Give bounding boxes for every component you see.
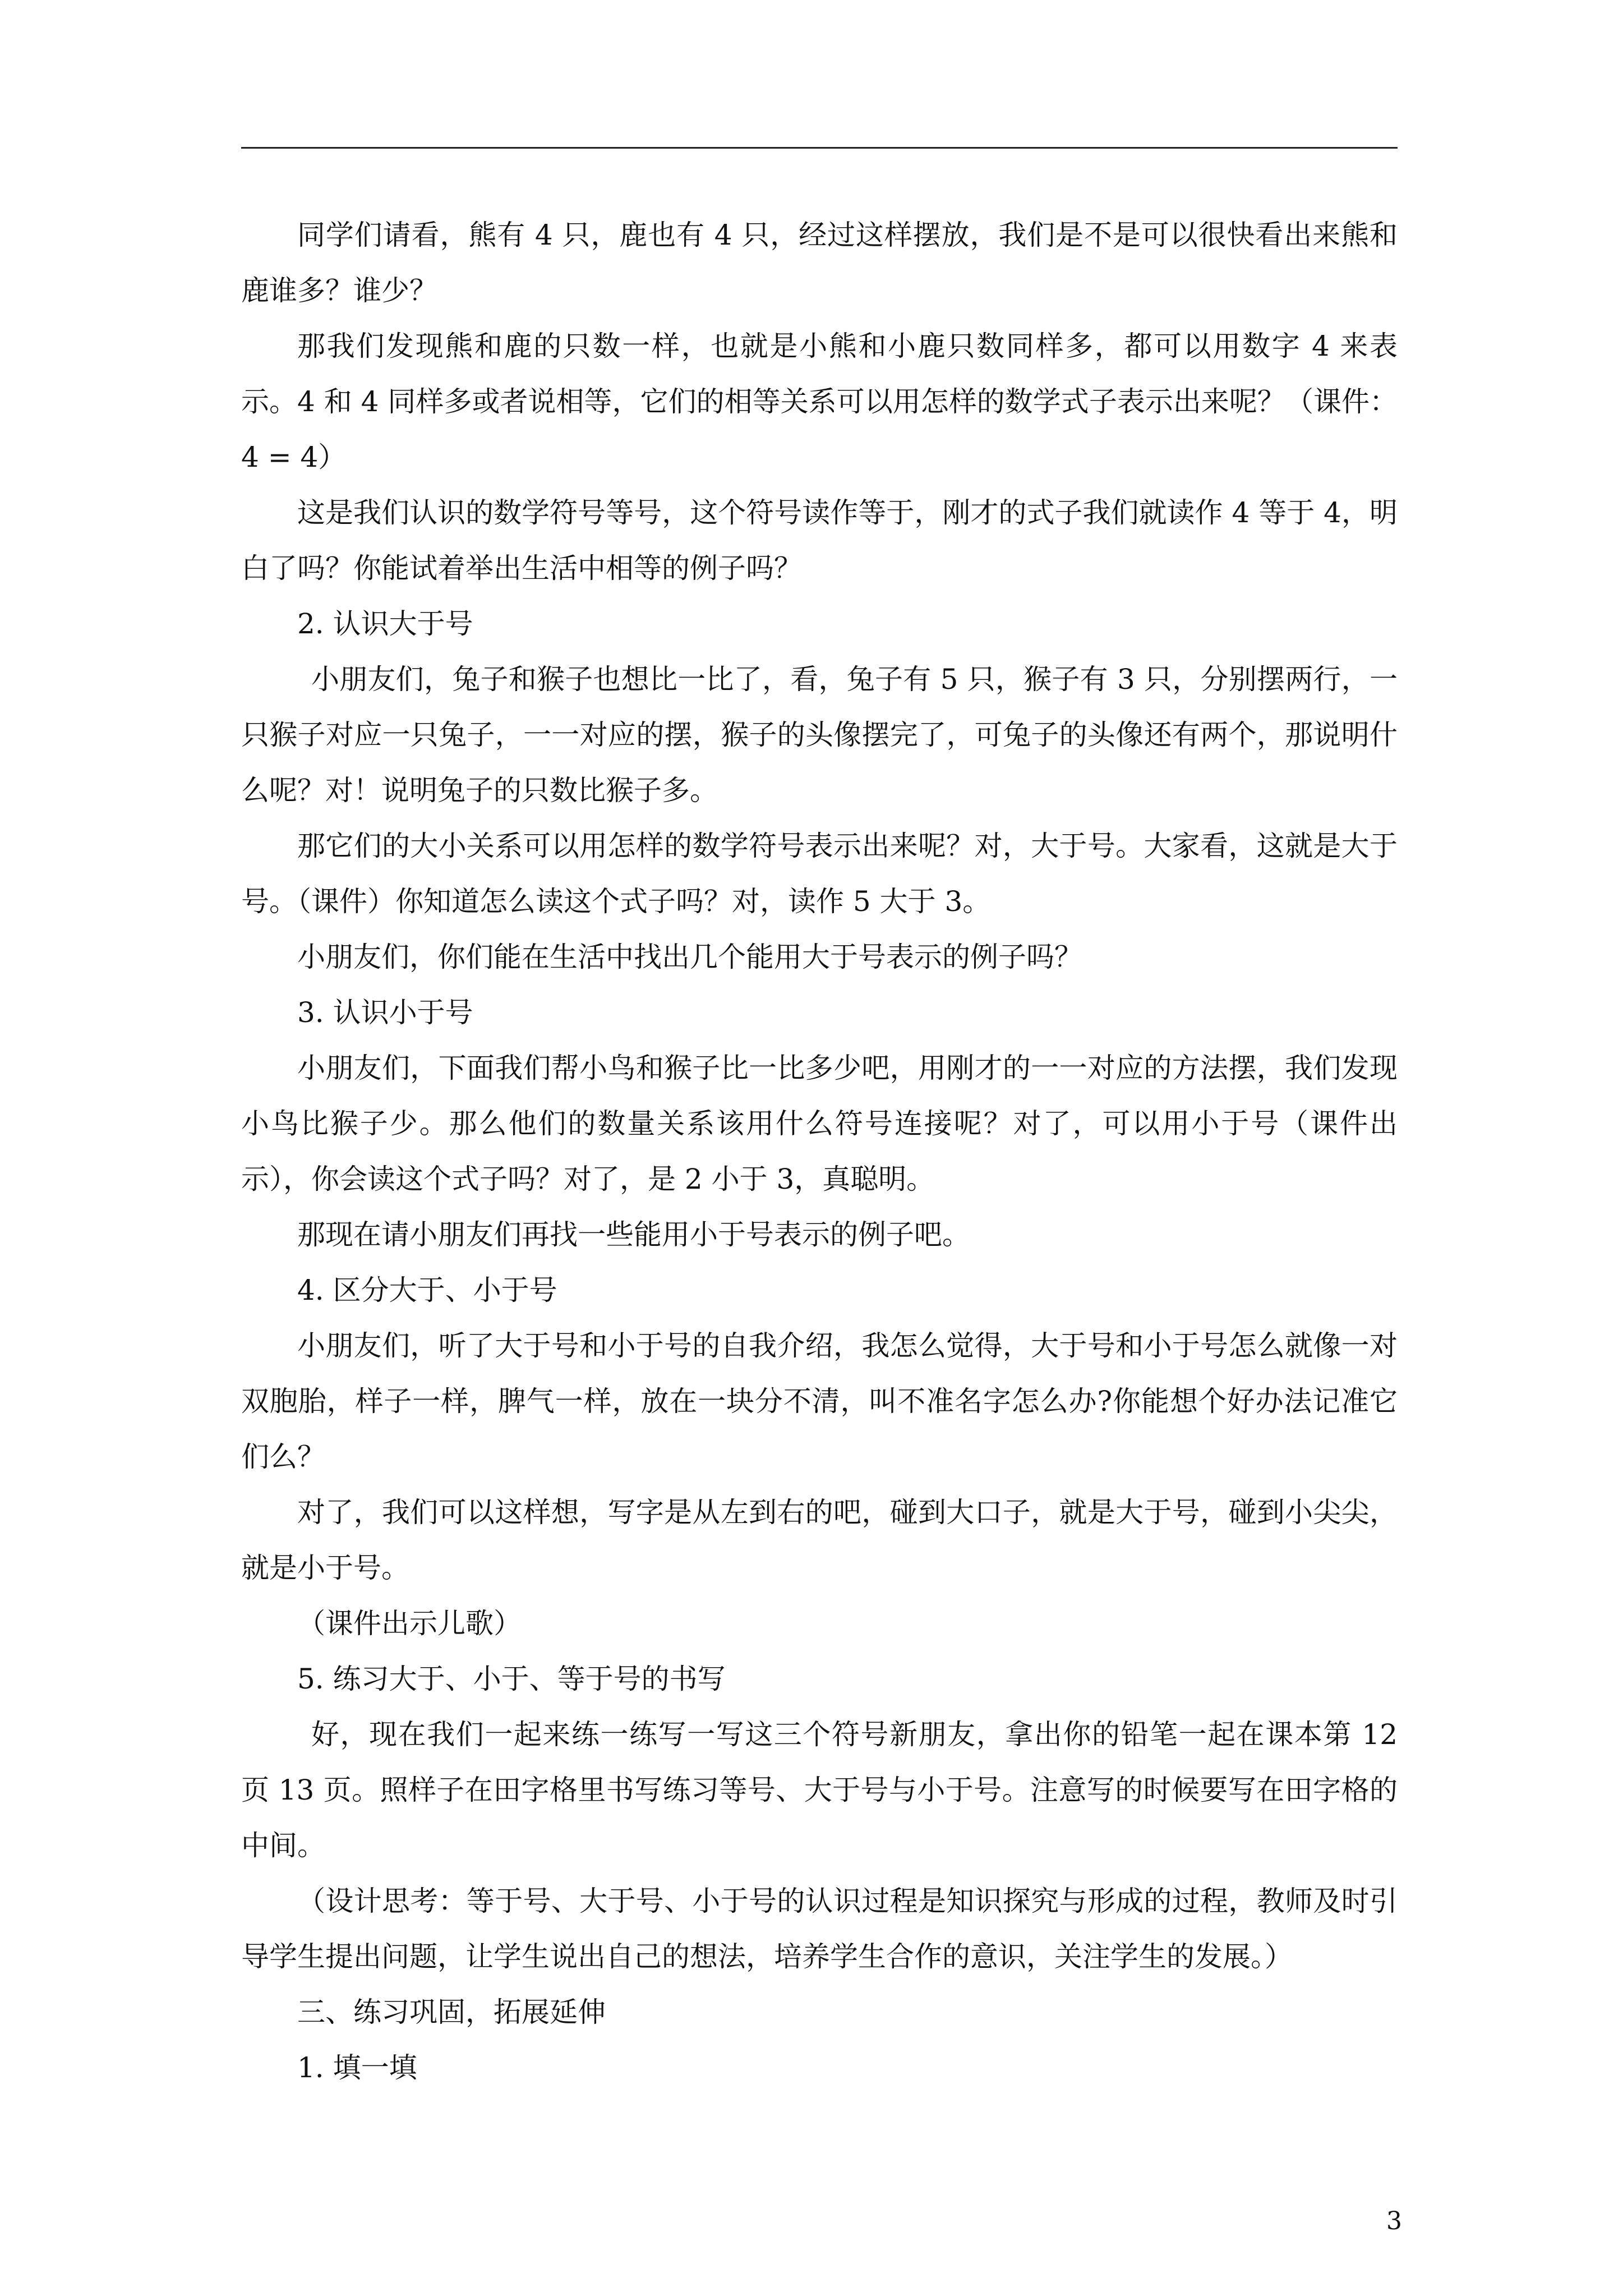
heading-less-than: 3. 认识小于号: [297, 996, 473, 1029]
paragraph-bear-deer: 同学们请看，熊有 4 只，鹿也有 4 只，经过这样摆放，我们是不是可以很快看出来熊和鹿谁多？谁少？: [241, 219, 1398, 307]
heading-greater-than: 2. 认识大于号: [297, 608, 473, 640]
paragraph-equal-sign: 这是我们认识的数学符号等号，这个符号读作等于，刚才的式子我们就读作 4 等于 4，明白了吗？你能试着举出生活中相等的例子吗？: [241, 496, 1398, 585]
paragraph-equal-relation: 那我们发现熊和鹿的只数一样，也就是小熊和小鹿只数同样多，都可以用数字 4 来表示。4 和 4 同样多或者说相等，它们的相等关系可以用怎样的数学式子表示出来呢？（课件：4 = 4）: [241, 330, 1398, 473]
paragraph-twins: 小朋友们，听了大于号和小于号的自我介绍，我怎么觉得，大于号和小于号怎么就像一对双胞胎，样子一样，脾气一样，放在一块分不清，叫不准名字怎么办?你能想个好办法记准它们么？: [241, 1329, 1398, 1473]
paragraph-writing: 好，现在我们一起来练一练写一写这三个符号新朋友，拿出你的铅笔一起在课本第 12 页 13 页。照样子在田字格里书写练习等号、大于号与小于号。注意写的时候要写在田字格的中间。: [241, 1718, 1398, 1862]
paragraph-song: （课件出示儿歌）: [297, 1607, 522, 1640]
paragraph-design-thinking: （设计思考：等于号、大于号、小于号的认识过程是知识探究与形成的过程，教师及时引导学生提出问题，让学生说出自己的想法，培养学生合作的意识，关注学生的发展。）: [241, 1885, 1398, 1973]
heading-distinguish: 4. 区分大于、小于号: [297, 1274, 557, 1306]
paragraph-bird-monkey: 小朋友们，下面我们帮小鸟和猴子比一比多少吧，用刚才的一一对应的方法摆，我们发现小鸟比猴子少。那么他们的数量关系该用什么符号连接呢？对了，可以用小于号（课件出示），你会读这个式子吗？对了，是 2 小于 3，真聪明。: [241, 1052, 1398, 1195]
heading-writing-practice: 5. 练习大于、小于、等于号的书写: [297, 1663, 726, 1695]
document-body: [241, 208, 1398, 2096]
paragraph-greater-examples: 小朋友们，你们能在生活中找出几个能用大于号表示的例子吗？: [297, 941, 1082, 973]
paragraph-mnemonic: 对了，我们可以这样想，写字是从左到右的吧，碰到大口子，就是大于号，碰到小尖尖，就是小于号。: [241, 1496, 1398, 1584]
paragraph-rabbit-monkey: 小朋友们，兔子和猴子也想比一比了，看，兔子有 5 只，猴子有 3 只，分别摆两行，一只猴子对应一只兔子，一一对应的摆，猴子的头像摆完了，可兔子的头像还有两个，那说明什么呢？对！说明兔子的只数比猴子多。: [241, 663, 1398, 807]
header-rule: [241, 147, 1398, 149]
heading-fill-in: 1. 填一填: [297, 2051, 417, 2084]
paragraph-less-examples: 那现在请小朋友们再找一些能用小于号表示的例子吧。: [297, 1218, 970, 1251]
paragraph-greater-sign: 那它们的大小关系可以用怎样的数学符号表示出来呢？对，大于号。大家看，这就是大于号。（课件）你知道怎么读这个式子吗？对，读作 5 大于 3。: [241, 830, 1398, 918]
heading-practice-extension: 三、练习巩固，拓展延伸: [297, 1996, 606, 2028]
page-number: 3: [1386, 2207, 1402, 2235]
